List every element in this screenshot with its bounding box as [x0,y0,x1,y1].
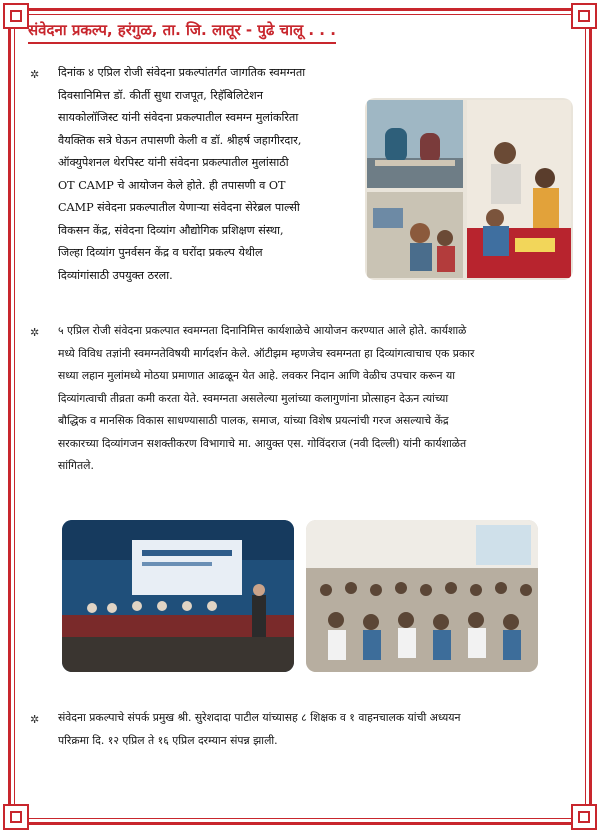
paragraph-line: सरकारच्या दिव्यांगजन सशक्तीकरण विभागाचे मा. आयुक्त एस. गोविंदराज (नवी दिल्ली) यांनी कार्यशाळेत [58,436,467,450]
paragraph-line: विकसन केंद्र, संवेदना दिव्यांग औद्योगिक प्रशिक्षण संस्था, [58,223,284,237]
paragraph-line: दिव्यांगांसाठी उपयुक्त ठरला. [58,268,173,282]
paragraph-line: OT CAMP चे आयोजन केले होते. ही तपासणी व OT [58,178,286,192]
paragraph-line: संवेदना प्रकल्पाचे संपर्क प्रमुख श्री. सुरेशदादा पाटील यांच्यासह ८ शिक्षक व १ वाहनचालक यांची अध्ययन [58,711,461,724]
bullet-icon: ✲ [30,68,40,81]
corner-ornament-bottom-right [571,804,597,830]
paragraph-line: सांगितले. [58,459,94,472]
paragraph-2 [58,320,576,478]
paragraph-1 [58,62,358,287]
paragraph-line: परिक्रमा दि. १२ एप्रिल ते १६ एप्रिल दरम्यान संपन्न झाली. [58,733,278,747]
workshop-stage-photo [62,520,294,672]
paragraph-line: CAMP संवेदना प्रकल्पातील येणाऱ्या संवेदना सेरेब्रल पाल्सी [58,201,300,214]
paragraph-line: जिल्हा दिव्यांग पुनर्वसन केंद्र व घरोंदा प्रकल्प येथील [58,246,263,259]
paragraph-line: ५ एप्रिल रोजी संवेदना प्रकल्पात स्वमग्नता दिनानिमित्त कार्यशाळेचे आयोजन करण्यात आले होते. कार्यशाळे [58,324,467,337]
paragraph-line: दिव्यांगत्वाची तीव्रता कमी करता येते. स्वमग्नता असलेल्या मुलांच्या कलागुणांना प्रोत्साहन देऊन त्यांच्या [58,391,449,405]
page-title: संवेदना प्रकल्प, हरंगुळ, ता. जि. लातूर - पुढे चालू . . . [28,20,336,44]
paragraph-line: दिनांक ४ एप्रिल रोजी संवेदना प्रकल्पांतर्गत जागतिक स्वमग्नता [58,66,306,79]
corner-ornament-top-right [571,3,597,29]
paragraph-line: मध्ये विविध तज्ञांनी स्वमग्नतेविषयी मार्गदर्शन केले. ऑटीझम म्हणजेच स्वमग्नता हा दिव्यांगत्वाचाच एक प्रकार [58,346,475,360]
corner-ornament-bottom-left [3,804,29,830]
camp-photo-collage [365,98,573,280]
bullet-icon: ✲ [30,713,40,726]
paragraph-line: सायकोलॉजिस्ट यांनी संवेदना प्रकल्पातील स्वमग्न मुलांकरिता [58,111,299,124]
corner-ornament-top-left [3,3,29,29]
bullet-icon: ✲ [30,326,40,339]
paragraph-line: दिवसानिमित्त डॉ. कीर्ती सुधा राजपूत, रिहॅबिलिटेशन [58,88,263,102]
workshop-audience-photo [306,520,538,672]
paragraph-line: बौद्धिक व मानसिक विकास साधण्यासाठी पालक, समाज, यांच्या विशेष प्रयत्नांची गरज असल्याचे केंद्र [58,414,449,427]
paragraph-line: ऑक्युपेशनल थेरपिस्ट यांनी संवेदना प्रकल्पातील मुलांसाठी [58,156,289,169]
paragraph-line: सध्या लहान मुलांमध्ये मोठया प्रमाणात आढळून येत आहे. लवकर निदान आणि वेळीच उपचार करून या [58,369,456,382]
paragraph-3 [58,707,576,752]
paragraph-line: वैयक्तिक सत्रे घेऊन तपासणी केली व डॉ. श्रीहर्ष जहागीरदार, [58,133,302,147]
